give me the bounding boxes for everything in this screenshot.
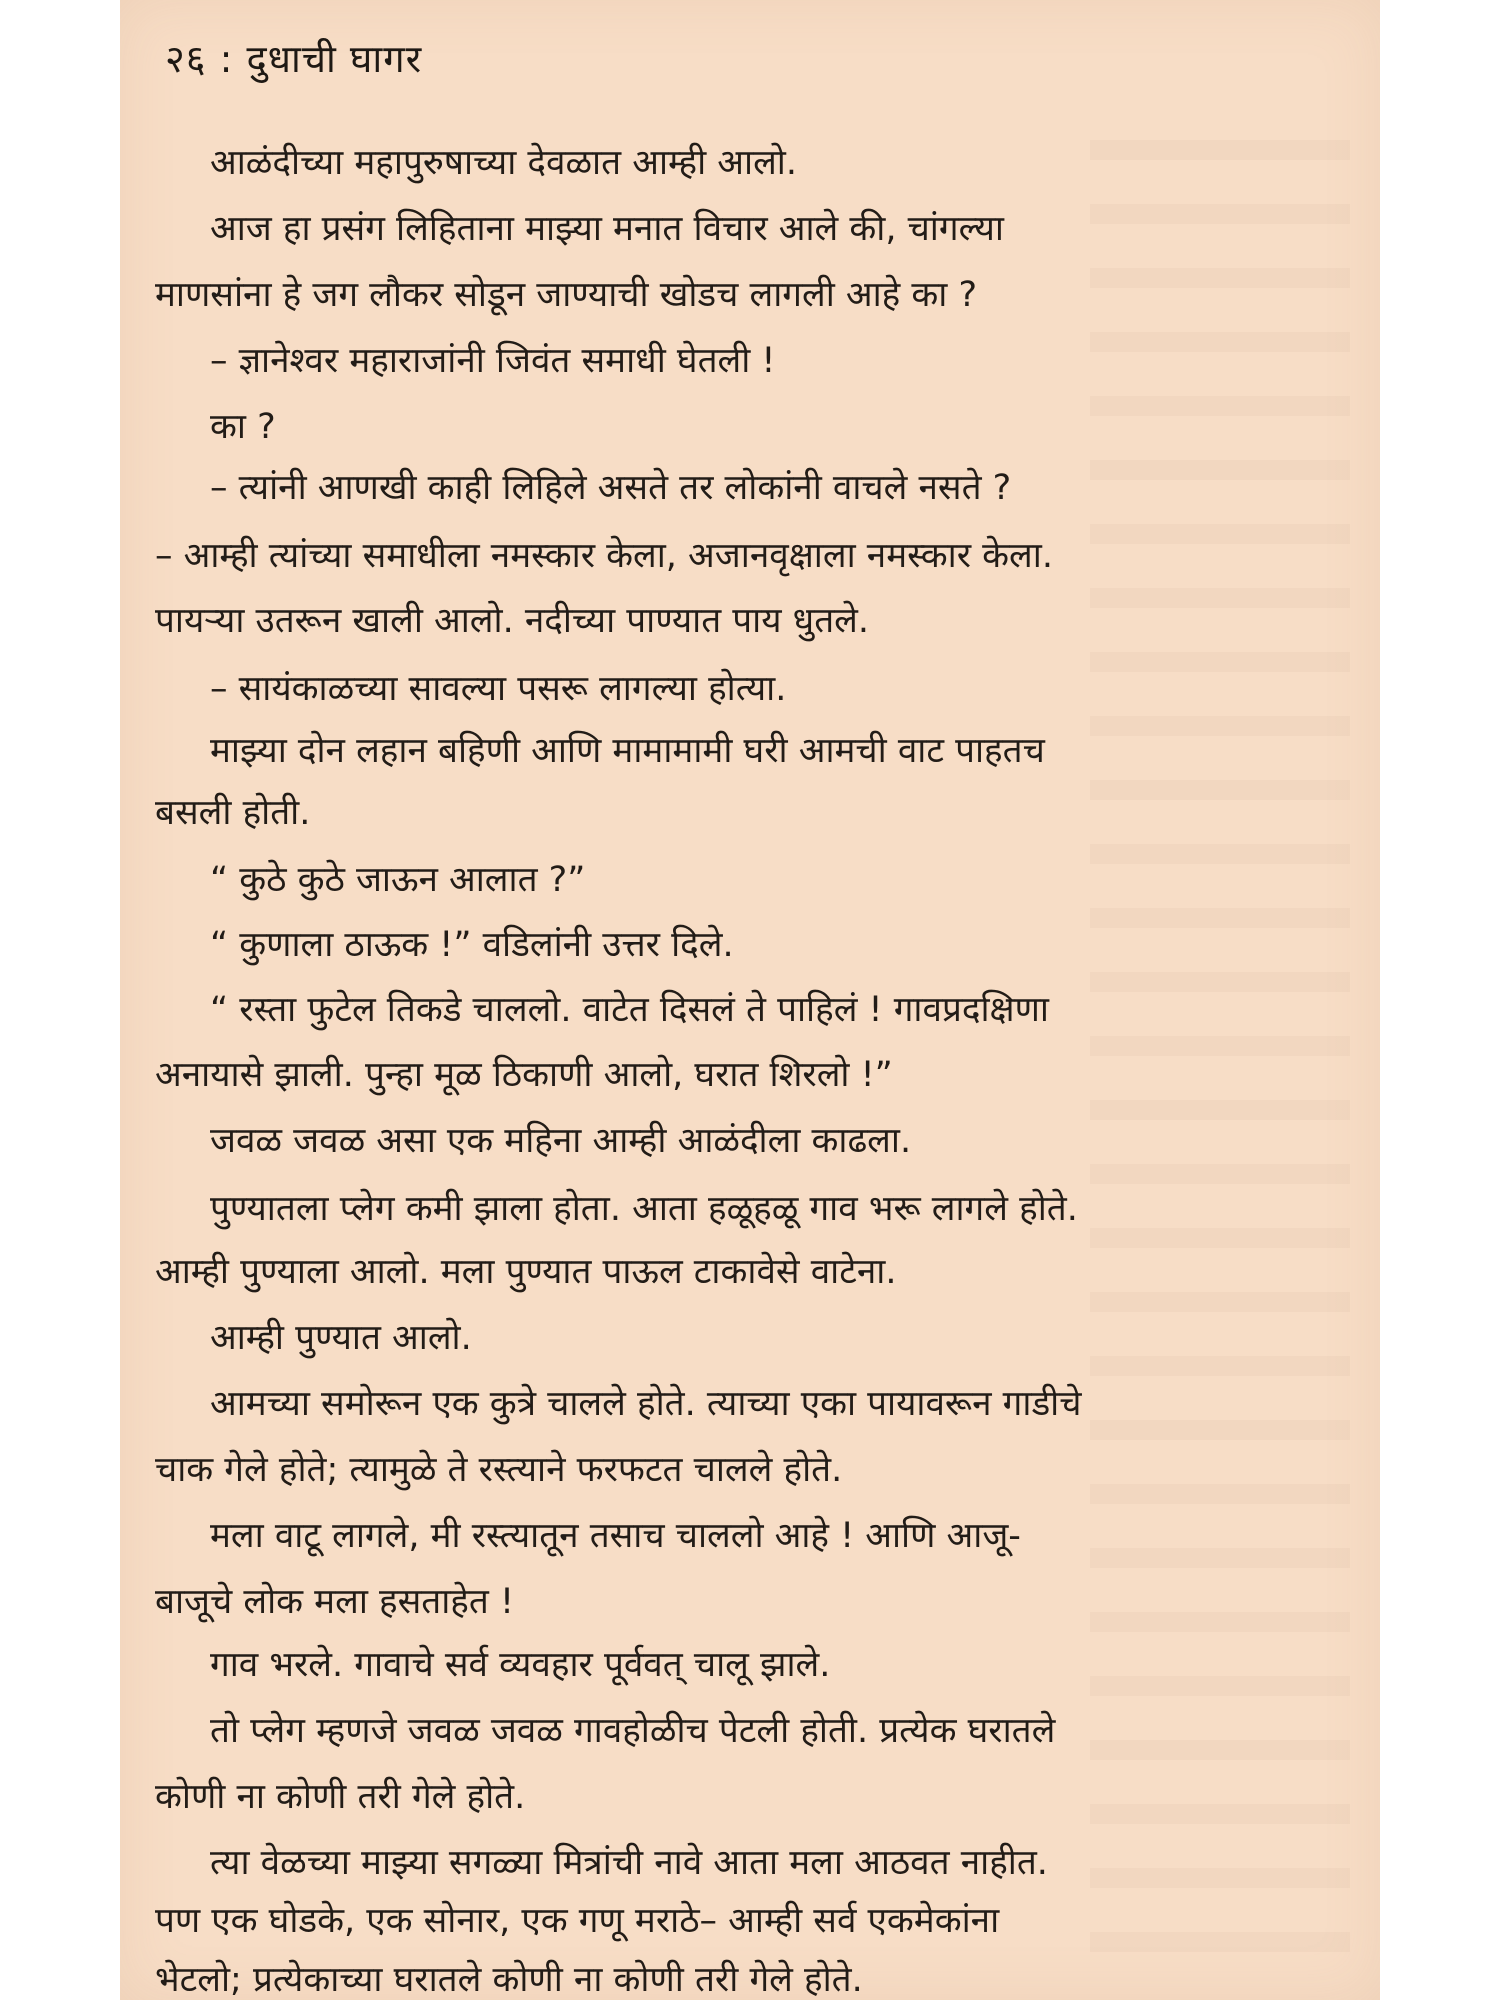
text-line: भेटलो; प्रत्येकाच्या घरातले कोणी ना कोणी तरी गेले होते. <box>155 1960 863 2000</box>
text-line: माझ्या दोन लहान बहिणी आणि मामामामी घरी आमची वाट पाहतच <box>210 731 1045 771</box>
text-line: पायऱ्या उतरून खाली आलो. नदीच्या पाण्यात पाय धुतले. <box>155 601 869 641</box>
text-line: आम्ही पुण्यात आलो. <box>210 1318 472 1358</box>
text-line: – ज्ञानेश्वर महाराजांनी जिवंत समाधी घेतली ! <box>210 341 776 381</box>
text-line: पुण्यातला प्लेग कमी झाला होता. आता हळूहळू गाव भरू लागले होते. <box>210 1189 1078 1229</box>
text-line: “ कुणाला ठाऊक !” वडिलांनी उत्तर दिले. <box>210 925 734 965</box>
text-line: बाजूचे लोक मला हसताहेत ! <box>155 1582 514 1622</box>
text-line: का ? <box>210 407 276 447</box>
text-line: – आम्ही त्यांच्या समाधीला नमस्कार केला, अजानवृक्षाला नमस्कार केला. <box>155 536 1053 576</box>
text-line: मला वाटू लागले, मी रस्त्यातून तसाच चाललो आहे ! आणि आजू- <box>210 1516 1021 1556</box>
text-line: कोणी ना कोणी तरी गेले होते. <box>155 1777 526 1817</box>
text-line: पण एक घोडके, एक सोनार, एक गणू मराठे– आम्ही सर्व एकमेकांना <box>155 1901 1000 1941</box>
text-line: तो प्लेग म्हणजे जवळ जवळ गावहोळीच पेटली होती. प्रत्येक घरातले <box>210 1711 1056 1751</box>
text-line: – सायंकाळच्या सावल्या पसरू लागल्या होत्या. <box>210 669 787 709</box>
text-line: जवळ जवळ असा एक महिना आम्ही आळंदीला काढला. <box>210 1121 912 1161</box>
text-line: आळंदीच्या महापुरुषाच्या देवळात आम्ही आलो. <box>210 143 797 183</box>
text-line: बसली होती. <box>155 793 311 833</box>
bleed-through-text <box>1090 140 1350 1960</box>
text-line: “ रस्ता फुटेल तिकडे चाललो. वाटेत दिसलं ते पाहिलं ! गावप्रदक्षिणा <box>210 990 1049 1030</box>
text-line: आम्ही पुण्याला आलो. मला पुण्यात पाऊल टाकावेसे वाटेना. <box>155 1252 897 1292</box>
text-line: – त्यांनी आणखी काही लिहिले असते तर लोकांनी वाचले नसते ? <box>210 468 1012 508</box>
text-line: गाव भरले. गावाचे सर्व व्यवहार पूर्ववत् चालू झाले. <box>210 1645 831 1685</box>
text-line: माणसांना हे जग लौकर सोडून जाण्याची खोडच लागली आहे का ? <box>155 275 978 315</box>
text-line: अनायासे झाली. पुन्हा मूळ ठिकाणी आलो, घरात शिरलो !” <box>155 1055 893 1095</box>
page-header: २६ : दुधाची घागर <box>165 37 423 81</box>
text-line: आज हा प्रसंग लिहिताना माझ्या मनात विचार आले की, चांगल्या <box>210 209 1004 249</box>
text-line: त्या वेळच्या माझ्या सगळ्या मित्रांची नावे आता मला आठवत नाहीत. <box>210 1843 1048 1883</box>
text-line: “ कुठे कुठे जाऊन आलात ?” <box>210 860 586 900</box>
text-line: आमच्या समोरून एक कुत्रे चालले होते. त्याच्या एका पायावरून गाडीचे <box>210 1384 1082 1424</box>
text-line: चाक गेले होते; त्यामुळे ते रस्त्याने फरफटत चालले होते. <box>155 1450 843 1490</box>
